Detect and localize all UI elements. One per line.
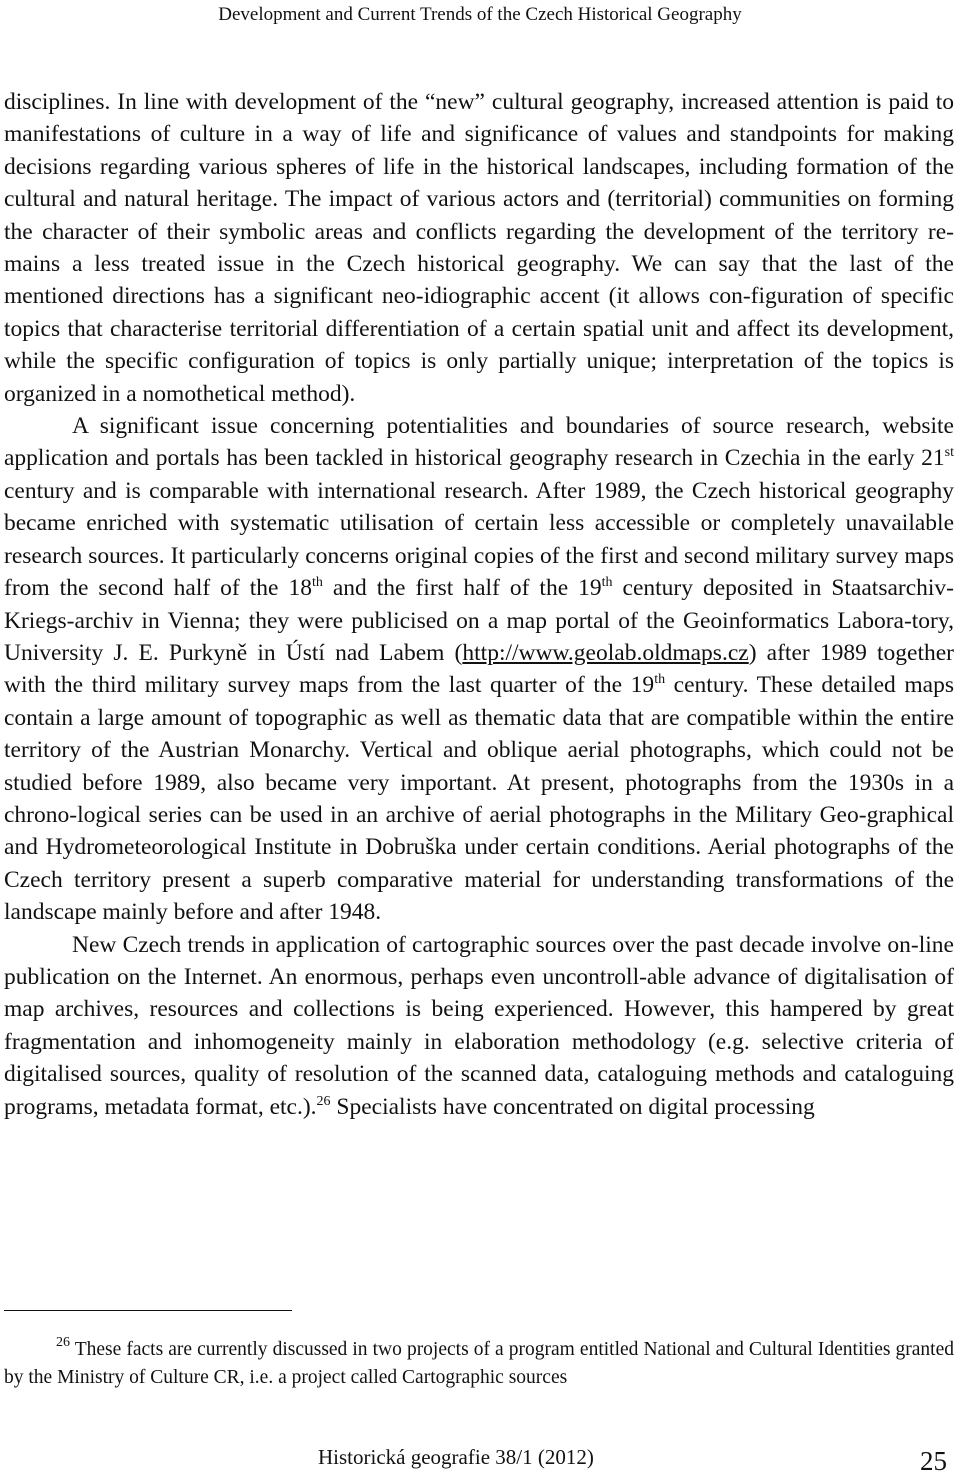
footnote-reference: 26	[316, 1093, 331, 1109]
footnote-number: 26	[56, 1335, 70, 1350]
superscript-th-19b: th	[654, 672, 666, 688]
paragraph-2	[4, 410, 954, 929]
footnote	[4, 1336, 954, 1392]
paragraph-3-text-b: Specialists have concentrated on digital processing	[330, 1093, 815, 1120]
paragraph-2-text-a: A significant issue concerning potentialities and boundaries of source research, website application and portals has been tackled in historical geography research in Czechia in the early 21	[4, 413, 954, 472]
paragraph-2-text-f: century. These detailed maps contain a large amount of topographic as well as thematic data that are compatible within the entire territory of the Austrian Monarchy. Vertical and oblique aerial photographs, which could not be studied before 1989, also became very important. At present, photographs from the 1930s in a chrono-logical series can be used in an archive of aerial photographs in the Military Geo-graphical and Hydrometeorological Institute in Dobruška under certain conditions. Aerial photographs of the Czech territory present a superb comparative material for understanding transformations of the landscape mainly before and after 1948.	[4, 672, 954, 926]
superscript-st: st	[944, 445, 954, 461]
journal-citation: Historická geografie 38/1 (2012)	[318, 1445, 594, 1469]
footnote-text: These facts are currently discussed in two projects of a program entitled National and Cultural Identities granted by the Ministry of Culture CR, i.e. a project called Cartographic sources	[4, 1339, 954, 1388]
paragraph-2-text-d: century deposited in Staatsarchiv-Kriegs-archiv in Vienna; they were publicised on a map portal of the Geoinformatics Labora-tory, University J. E. Purkyně in Ústí nad Labem (	[4, 575, 955, 666]
paragraph-3-text-a: New Czech trends in application of cartographic sources over the past decade involve on-line publication on the Internet. An enormous, perhaps even uncontroll-able advance of digitalisation of map archives, resources and collections is being experienced. However, this hampered by great fragmentation and inhomogeneity mainly in elaboration methodology (e.g. selective criteria of digitalised sources, quality of resolution of the scanned data, cataloguing methods and cataloguing programs, metadata format, etc.).	[4, 931, 954, 1120]
page-number: 25	[920, 1446, 947, 1476]
paragraph-2-text-c: and the first half of the 19	[322, 575, 602, 602]
running-header: Development and Current Trends of the Czech Historical Geography	[218, 4, 742, 25]
paragraph-1-text: disciplines. In line with development of the “new” cultural geography, increased attention is paid to manifestations of culture in a way of life and significance of values and standpoints for making decisions regarding various spheres of life in the historical landscapes, including formation of the cultural and natural heritage. The impact of various actors and (territorial) communities on forming the character of their symbolic areas and conflicts regarding the development of the territory re-mains a less treated issue in the Czech historical geography. We can say that the last of the mentioned directions has a significant neo-idiographic accent (it allows con-figuration of specific topics that characterise territorial differentiation of a certain spatial unit and affect its development, while the specific configuration of topics is only partially unique; interpretation of the topics is organized in a nomothetical method).	[4, 89, 954, 407]
superscript-th-18: th	[311, 575, 323, 591]
footnote-separator	[4, 1310, 292, 1311]
geolab-link[interactable]: http://www.geolab.oldmaps.cz	[462, 639, 749, 666]
main-text	[4, 86, 954, 1123]
paragraph-2-text-e: ) after 1989 together with the third military survey maps from the last quarter of the 19	[4, 639, 954, 699]
paragraph-1	[4, 86, 954, 410]
superscript-th-19: th	[601, 575, 613, 591]
paragraph-2-text-b: century and is comparable with international research. After 1989, the Czech historical geography became enriched with systematic utilisation of certain less accessible or completely unavailable research sources. It particularly concerns original copies of the first and second military survey maps from the second half of the 18	[4, 477, 954, 602]
paragraph-3	[4, 929, 954, 1123]
